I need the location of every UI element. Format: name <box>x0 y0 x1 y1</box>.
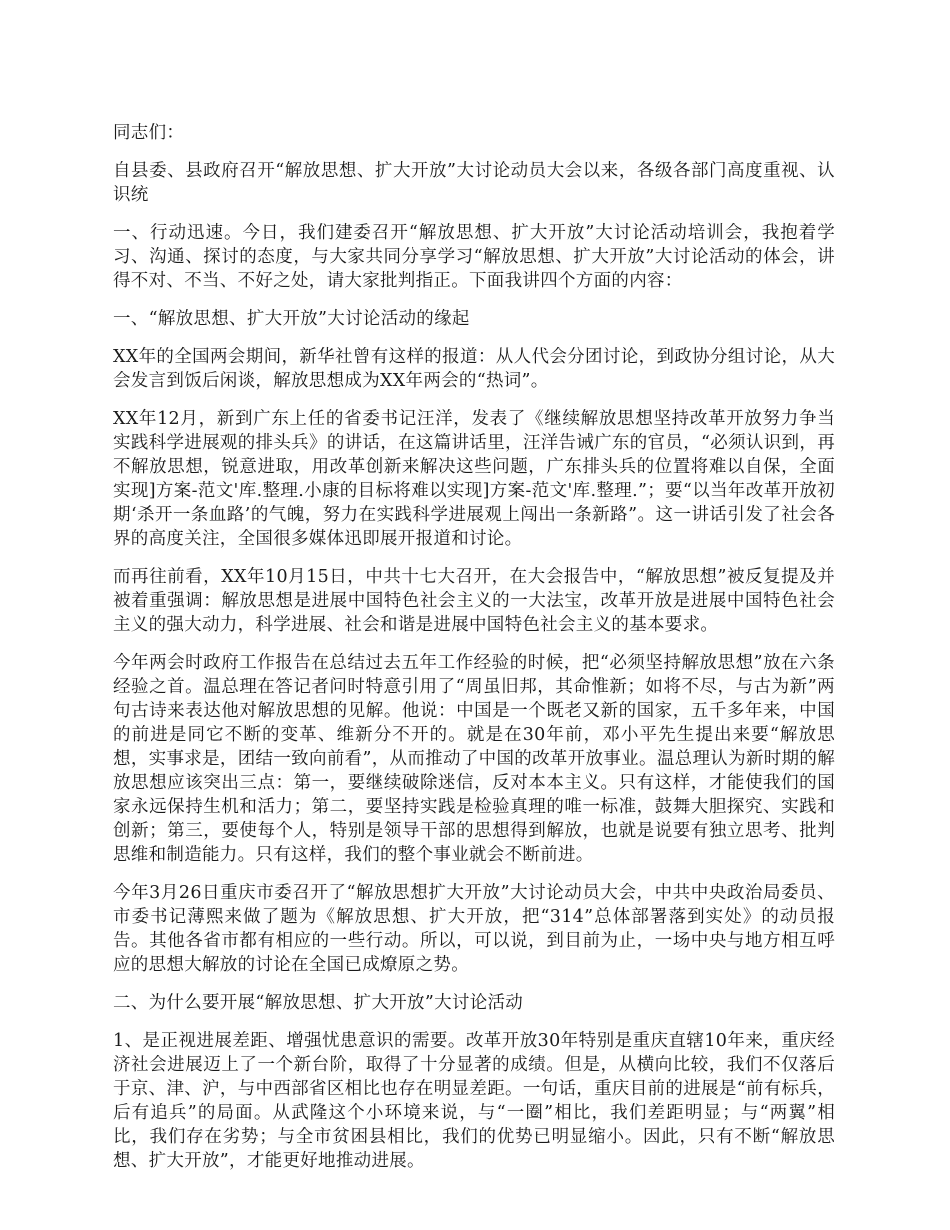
section-heading-origin: 一、“解放思想、扩大开放”大讨论活动的缘起 <box>113 309 470 329</box>
body-paragraph: 1、是正视进展差距、增强忧患意识的需要。改革开放30年特别是重庆直辖10年来，重庆经济社会进展迈上了一个新台阶，取得了十分显著的成绩。但是，从横向比较，我们不仅落后于京、津、沪，与中西部省区相比也存在明显差距。一句话，重庆目前的进展是“前有标兵，后有追兵”的局面。从武隆这个小环境来说，与“一圈”相比，我们差距明显；与“两翼”相比，我们存在劣势；与全市贫困县相比，我们的优势已明显缩小。因此，只有不断“解放思想、扩大开放”，才能更好地推动进展。 <box>113 1031 835 1171</box>
document-body <box>113 121 835 1187</box>
section-heading-why: 二、为什么要开展“解放思想、扩大开放”大讨论活动 <box>113 993 524 1013</box>
intro-paragraph: 自县委、县政府召开“解放思想、扩大开放”大讨论动员大会以来，各级各部门高度重视、认识统 <box>113 161 835 205</box>
body-paragraph: 今年3月26日重庆市委召开了“解放思想扩大开放”大讨论动员大会，中共中央政治局委员、市委书记薄熙来做了题为《解放思想、扩大开放，把“314”总体部署落到实处》的动员报告。其他各省市都有相应的一些行动。所以，可以说，到目前为止，一场中央与地方相互呼应的思想大解放的讨论在全国已成燎原之势。 <box>113 883 835 975</box>
body-paragraph: XX年的全国两会期间，新华社曾有这样的报道：从人代会分团讨论，到政协分组讨论，从大会发言到饭后闲谈，解放思想成为XX年两会的“热词”。 <box>113 347 835 391</box>
body-paragraph: 今年两会时政府工作报告在总结过去五年工作经验的时候，把“必须坚持解放思想”放在六条经验之首。温总理在答记者问时特意引用了“周虽旧邦，其命惟新；如将不尽，与古为新”两句古诗来表达他对解放思想的见解。他说：中国是一个既老又新的国家，五千多年来，中国的前进是同它不断的变革、维新分不开的。就是在30年前，邓小平先生提出来要“解放思想，实事求是，团结一致向前看”，从而推动了中国的改革开放事业。温总理认为新时期的解放思想应该突出三点：第一，要继续破除迷信，反对本本主义。只有这样，才能使我们的国家永远保持生机和活力；第二，要坚持实践是检验真理的唯一标准，鼓舞大胆探究、实践和创新；第三，要使每个人，特别是领导干部的思想得到解放，也就是说要有独立思考、批判思维和制造能力。只有这样，我们的整个事业就会不断前进。 <box>113 653 835 865</box>
body-paragraph: 而再往前看，XX年10月15日，中共十七大召开，在大会报告中，“解放思想”被反复提及并被着重强调：解放思想是进展中国特色社会主义的一大法宝，改革开放是进展中国特色社会主义的强大动力，科学进展、社会和谐是进展中国特色社会主义的基本要求。 <box>113 567 835 635</box>
body-paragraph: XX年12月，新到广东上任的省委书记汪洋，发表了《继续解放思想坚持改革开放努力争当实践科学进展观的排头兵》的讲话，在这篇讲话里，汪洋告诫广东的官员，“必须认识到，再不解放思想，锐意进取，用改革创新来解决这些问题，广东排头兵的位置将难以自保，全面实现]方案-范文'库.整理.小康的目标将难以实现]方案-范文'库.整理.”；要“以当年改革开放初期‘杀开一条血路’的气魄，努力在实践科学进展观上闯出一条新路”。这一讲话引发了社会各界的高度关注，全国很多媒体迅即展开报道和讨论。 <box>113 409 835 549</box>
action-paragraph: 一、行动迅速。今日，我们建委召开“解放思想、扩大开放”大讨论活动培训会，我抱着学习、沟通、探讨的态度，与大家共同分享学习“解放思想、扩大开放”大讨论活动的体会，讲得不对、不当、不好之处，请大家批判指正。下面我讲四个方面的内容： <box>113 223 835 291</box>
salutation: 同志们： <box>113 123 185 143</box>
